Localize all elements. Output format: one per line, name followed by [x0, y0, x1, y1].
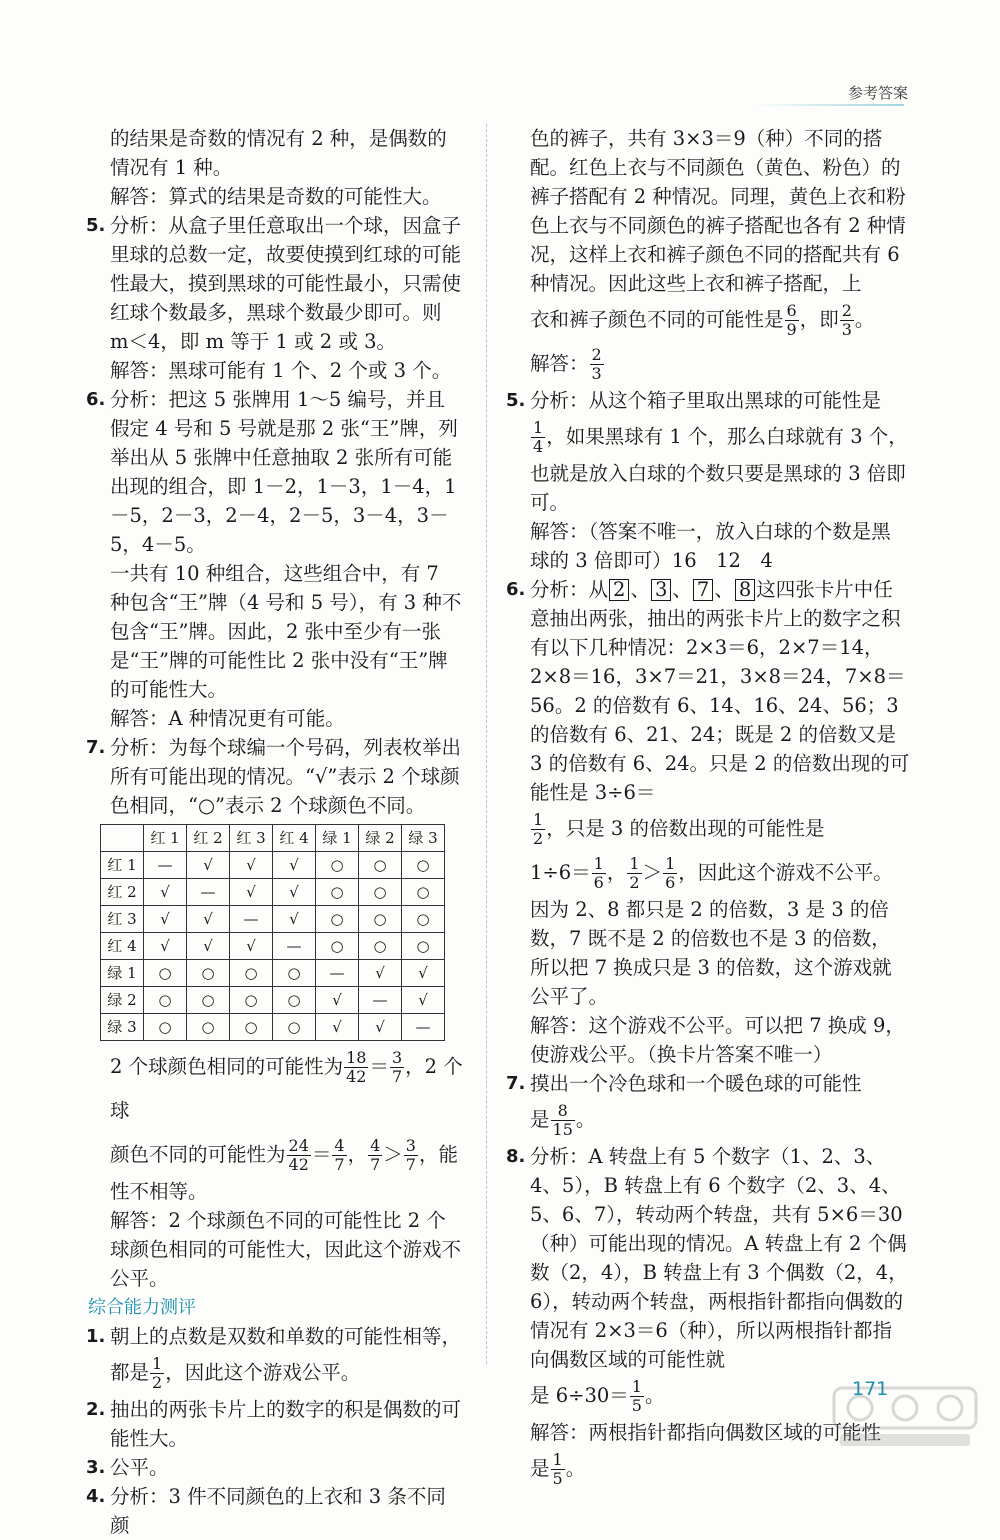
question-5: [88, 211, 464, 385]
probability-diff: 颜色不同的可能性为 $\frac{24}{42}$ ＝ $\frac{4}{7}$ ， $\frac{4}{7}$ ＞ $\frac{3}{7}$ ，能: [110, 1136, 458, 1174]
numerator: 1: [593, 854, 604, 873]
table-cell: √: [187, 933, 230, 960]
table-header-cell: 红 3: [230, 825, 273, 852]
table-cell: ○: [144, 1014, 187, 1041]
fraction: [590, 346, 604, 383]
text: ，因此这个游戏公平。: [165, 1361, 361, 1384]
numerator: 1: [533, 418, 544, 437]
fraction: [592, 855, 606, 892]
table-cell: √: [273, 906, 316, 933]
text: 公平。: [110, 1456, 169, 1479]
question-7: [88, 733, 464, 820]
denominator: 5: [631, 1396, 642, 1415]
table-cell: ○: [316, 879, 359, 906]
table-row: [101, 906, 445, 933]
table-cell: ○: [316, 933, 359, 960]
table-cell: √: [402, 960, 445, 987]
denominator: 2: [629, 873, 640, 892]
denominator: 9: [786, 320, 797, 339]
question-number: 7.: [86, 737, 106, 758]
table-cell: √: [144, 933, 187, 960]
table-cell: ○: [187, 987, 230, 1014]
denominator: 5: [552, 1469, 563, 1488]
text: 衣和裤子颜色不同的可能性是: [530, 308, 784, 331]
fraction: [150, 1355, 164, 1392]
answer: 解答：（答案不唯一，放入白球的个数是黑球的 3 倍即可）16 12 4: [530, 520, 891, 572]
table-cell: —: [187, 879, 230, 906]
column-divider: [486, 124, 487, 1364]
table-cell: 红 4: [101, 933, 144, 960]
answer: 解答：A 种情况更有可能。: [110, 707, 345, 730]
text: ，只是 3 的倍数出现的可能性是: [546, 817, 825, 840]
card: 3: [651, 579, 671, 601]
denominator: 6: [665, 873, 676, 892]
table-cell: √: [230, 852, 273, 879]
denominator: 42: [346, 1067, 367, 1086]
numerator: 1: [533, 810, 544, 829]
text: 分析：从: [530, 578, 609, 601]
table-cell: √: [359, 1014, 402, 1041]
denominator: 3: [591, 364, 602, 383]
denominator: 7: [370, 1155, 381, 1174]
table-cell: ○: [359, 906, 402, 933]
fraction: [663, 855, 677, 892]
table-cell: √: [359, 960, 402, 987]
table-header-cell: 绿 2: [359, 825, 402, 852]
table-row: [101, 933, 445, 960]
table-cell: ○: [144, 987, 187, 1014]
text: 是: [530, 1457, 550, 1480]
question-number: 8.: [506, 1146, 526, 1167]
card: 2: [609, 579, 629, 601]
question-number: 1.: [86, 1326, 106, 1347]
question-number: 5.: [86, 215, 106, 236]
text: 抽出的两张卡片上的数字的积是偶数的可能性大。: [110, 1398, 462, 1450]
numerator: 1: [665, 854, 676, 873]
table-cell: ○: [402, 933, 445, 960]
numerator: 3: [405, 1136, 416, 1155]
table-cell: √: [187, 852, 230, 879]
numerator: 4: [334, 1136, 345, 1155]
answer: 解答：2 个球颜色不同的可能性比 2 个球颜色相同的可能性大，因此这个游戏不公平。: [110, 1209, 462, 1290]
text: 是: [530, 1108, 550, 1131]
fraction: [404, 1137, 418, 1174]
numerator: 1: [631, 1377, 642, 1396]
answer: 解答：黑球可能有 1 个、2 个或 3 个。: [110, 359, 452, 382]
table-cell: √: [273, 852, 316, 879]
fraction: [627, 855, 641, 892]
table-cell: √: [144, 906, 187, 933]
text: 颜色不同的可能性为: [110, 1143, 286, 1166]
table-cell: —: [273, 933, 316, 960]
table-row: [101, 987, 445, 1014]
card: 7: [693, 579, 713, 601]
paragraph: 色的裤子，共有 3×3＝9（种）不同的搭配。红色上衣与不同颜色（黄色、粉色）的裤子搭配有 2 种情况。同理，黄色上衣和粉色上衣与不同颜色的裤子搭配也各有 2 种情况，这样上衣和裤子颜色不同的搭配共有 6 种情况。因此这些上衣和裤子搭配，上: [530, 127, 906, 295]
header-title: 参考答案: [847, 84, 908, 102]
header-rule: [754, 104, 904, 106]
denominator: 7: [391, 1067, 403, 1086]
numerator: 6: [786, 301, 797, 320]
table-cell: —: [230, 906, 273, 933]
analysis: 分析：为每个球编一个号码，列表枚举出所有可能出现的情况。“√”表示 2 个球颜色相同，“○”表示 2 个球颜色不同。: [110, 736, 462, 817]
table-cell: √: [187, 906, 230, 933]
fraction: [551, 1102, 575, 1139]
table-cell: √: [402, 987, 445, 1014]
text: ，: [606, 861, 627, 884]
denominator: 7: [405, 1155, 416, 1174]
card: 8: [735, 579, 755, 601]
text: 2 个球颜色相同的可能性为: [110, 1055, 344, 1078]
question-number: 2.: [86, 1399, 106, 1420]
text: ，因此这个游戏不公平。: [678, 861, 893, 884]
table-header-cell: 绿 1: [316, 825, 359, 852]
text: ＞: [642, 861, 663, 884]
question-number: 7.: [506, 1073, 526, 1094]
paragraph: 的结果是奇数的情况有 2 种，是偶数的情况有 1 种。: [110, 127, 447, 179]
table-header-cell: 红 1: [144, 825, 187, 852]
analysis-cont: [530, 807, 910, 851]
table-cell: ○: [230, 1014, 273, 1041]
denominator: 7: [334, 1155, 345, 1174]
question-number: 5.: [506, 390, 526, 411]
analysis-cont: 一共有 10 种组合，这些组合中，有 7 种包含“王”牌（4 号和 5 号），有 3 种不包含“王”牌。因此，2 张中至少有一张是“王”牌的可能性比 2 张中没有“王”牌的可能性大。: [110, 562, 462, 701]
fraction: [390, 1049, 404, 1086]
table-row: [101, 852, 445, 879]
denominator: 42: [288, 1155, 309, 1174]
fraction: [551, 1451, 565, 1488]
numerator: 1: [629, 854, 640, 873]
table-cell: ○: [230, 960, 273, 987]
table-cell: ○: [402, 906, 445, 933]
table-cell: ○: [273, 960, 316, 987]
paragraph-cont: [508, 298, 910, 342]
paragraph: 性不相等。: [110, 1180, 208, 1203]
table-row: [101, 1014, 445, 1041]
text: 。: [644, 1384, 665, 1407]
probability-same: 2 个球颜色相同的可能性为 $\frac{18}{42}$ ＝ $\frac{3}{7}$ ，2 个球: [110, 1048, 463, 1122]
text: 朝上的点数是双数和单数的可能性相等，: [110, 1325, 462, 1348]
table-header-cell: [101, 825, 144, 852]
text-cont: [530, 1098, 910, 1142]
text: 。: [854, 308, 875, 331]
table-cell: —: [359, 987, 402, 1014]
question-number: 3.: [86, 1457, 106, 1478]
analysis: 分析：从 2 、 3 、 7 、 8 这四张卡片中任意抽出两张，抽出的两张卡片上的数字之积有以下几种情况：2×3＝6，2×7＝14，2×8＝16，3×7＝21，3×8＝24，7×8＝56。2 的倍数有 6、14、16、24、56；3 的倍数有 6、21、24；既是 2 的倍数又是 3 的倍数有 6、24。只是 2 的倍数出现的可能性是 3÷6＝: [530, 578, 910, 804]
right-column: [508, 124, 910, 1491]
numerator: 24: [288, 1136, 309, 1155]
analysis: 分析：A 转盘上有 5 个数字（1、2、3、4、5），B 转盘上有 6 个数字（2、3、4、5、6、7），转动两个转盘，共有 5×6＝30（种）可能出现的情况。A 转盘上有 2 个偶数（2，4），B 转盘上有 3 个偶数（2，4，6），转动两个转盘，两根指针都指向偶数的情况有 2×3＝6（种），所以两根指针都指向偶数区域的可能性就: [530, 1145, 908, 1371]
text: ，2 个球: [110, 1055, 463, 1122]
table-cell: ○: [316, 906, 359, 933]
table-cell: 绿 1: [101, 960, 144, 987]
numerator: 2: [841, 301, 852, 320]
section-title: 综合能力测评: [88, 1297, 196, 1318]
text: 是 6÷30＝: [530, 1384, 629, 1407]
table-cell: 红 3: [101, 906, 144, 933]
question-6: [508, 575, 910, 1069]
table-cell: —: [144, 852, 187, 879]
fraction: [630, 1378, 644, 1415]
text: 这四张卡片中任意抽出两张，抽出的两张卡片上的数字之积有以下几种情况：2×3＝6，2×7＝14，2×8＝16，3×7＝21，3×8＝24，7×8＝56。2 的倍数有 6、14、16、24、56；3 的倍数有 6、21、24；既是 2 的倍数又是 3 的倍数有 6、24。只是 2 的倍数出现的可能性是 3÷6＝: [530, 578, 910, 804]
table-cell: —: [402, 1014, 445, 1041]
denominator: 2: [533, 829, 544, 848]
table-cell: √: [273, 879, 316, 906]
test-question-1: [88, 1322, 464, 1395]
analysis: 分析：从盒子里任意取出一个球，因盒子里球的总数一定，故要使摸到红球的可能性最大，摸到黑球的可能性最小，只需使红球个数最多，黑球个数最少即可。则 m＜4，即 m 等于 1 或 2 或 3。: [110, 214, 462, 353]
table-cell: ○: [359, 879, 402, 906]
left-column: [88, 124, 464, 1540]
numerator: 18: [346, 1048, 367, 1067]
fraction: [531, 811, 545, 848]
table-cell: √: [144, 879, 187, 906]
watermark-logo-icon: [830, 1382, 980, 1452]
table-header-row: [101, 825, 445, 852]
denominator: 4: [533, 437, 544, 456]
numerator: 1: [152, 1354, 163, 1373]
text: 。: [575, 1108, 596, 1131]
answer: [508, 342, 910, 386]
text: 分析：3 件不同颜色的上衣和 3 条不同颜: [110, 1485, 446, 1537]
text: ，即: [799, 308, 839, 331]
table-cell: ○: [273, 987, 316, 1014]
question-number: 6.: [86, 389, 106, 410]
table-cell: ○: [230, 987, 273, 1014]
table-cell: 红 2: [101, 879, 144, 906]
table-cell: 绿 3: [101, 1014, 144, 1041]
question-7: [508, 1069, 910, 1142]
page-number: 171: [852, 1378, 889, 1400]
analysis-cont: 也就是放入白球的个数只要是黑球的 3 倍即可。: [530, 462, 906, 514]
table-cell: ○: [359, 852, 402, 879]
answer-cont: [530, 1447, 910, 1491]
answer: 解答：这个游戏不公平。可以把 7 换成 9，使游戏公平。（换卡片答案不唯一）: [530, 1014, 905, 1066]
analysis: 分析：从这个箱子里取出黑球的可能性是: [530, 389, 882, 412]
numerator: 1: [552, 1450, 563, 1469]
table-header-cell: 红 4: [273, 825, 316, 852]
table-cell: √: [316, 1014, 359, 1041]
fraction: [531, 419, 545, 456]
denominator: 2: [152, 1373, 163, 1392]
table-cell: √: [230, 933, 273, 960]
test-question-3: [88, 1453, 464, 1482]
analysis-cont: [530, 415, 910, 459]
text: 。: [565, 1457, 586, 1480]
table-cell: ○: [359, 933, 402, 960]
denominator: 15: [552, 1120, 573, 1139]
numerator: 8: [551, 1102, 575, 1121]
table-cell: ○: [402, 852, 445, 879]
question-number: 4.: [86, 1486, 106, 1507]
color-combination-table: [100, 824, 445, 1041]
text: 1÷6＝: [530, 861, 591, 884]
table-cell: ○: [187, 1014, 230, 1041]
denominator: 6: [593, 873, 604, 892]
table-cell: √: [230, 879, 273, 906]
table-cell: ○: [402, 879, 445, 906]
table-cell: √: [316, 987, 359, 1014]
table-cell: 红 1: [101, 852, 144, 879]
text: ，如果黑球有 1 个，那么白球就有 3 个，: [546, 425, 908, 448]
table-row: [101, 960, 445, 987]
fraction: [344, 1049, 368, 1086]
fraction: [287, 1137, 311, 1174]
table-cell: —: [316, 960, 359, 987]
table-header-cell: 红 2: [187, 825, 230, 852]
analysis-cont: 因为 2、8 都只是 2 的倍数，3 是 3 的倍数，7 既不是 2 的倍数也不是 3 的倍数，所以把 7 换成只是 3 的倍数，这个游戏就公平了。: [530, 898, 892, 1008]
table-header-cell: 绿 3: [402, 825, 445, 852]
table-cell: ○: [187, 960, 230, 987]
test-question-2: [88, 1395, 464, 1453]
text: 解答：: [530, 352, 589, 375]
question-number: 6.: [506, 579, 526, 600]
table-cell: ○: [273, 1014, 316, 1041]
question-6: [88, 385, 464, 733]
table-cell: ○: [144, 960, 187, 987]
fraction: [840, 302, 854, 339]
numerator: 3: [391, 1048, 403, 1067]
table-row: [101, 879, 445, 906]
answer: 解答：算式的结果是奇数的可能性大。: [110, 185, 442, 208]
text: 都是: [110, 1361, 150, 1384]
numerator: 4: [370, 1136, 381, 1155]
denominator: 3: [841, 320, 852, 339]
table-cell: ○: [316, 852, 359, 879]
test-question-4: [88, 1482, 464, 1540]
numerator: 2: [591, 345, 602, 364]
text: ，能: [418, 1143, 458, 1166]
question-5: [508, 386, 910, 575]
fraction: [332, 1137, 346, 1174]
text: 摸出一个冷色球和一个暖色球的可能性: [530, 1072, 862, 1095]
analysis: 分析：把这 5 张牌用 1～5 编号，并且假定 4 号和 5 号就是那 2 张“王”牌，列举出从 5 张牌中任意抽取 2 张所有可能出现的组合，即 1－2，1－3，1－4，1－5，2－3，2－4，2－5，3－4，3－5，4－5。: [110, 388, 458, 556]
fraction: [785, 302, 799, 339]
table-cell: 绿 2: [101, 987, 144, 1014]
fraction: [368, 1137, 382, 1174]
analysis-cont: [530, 851, 910, 895]
text-cont: [110, 1351, 464, 1395]
answer: 解答：两根指针都指向偶数区域的可能性: [530, 1421, 882, 1444]
